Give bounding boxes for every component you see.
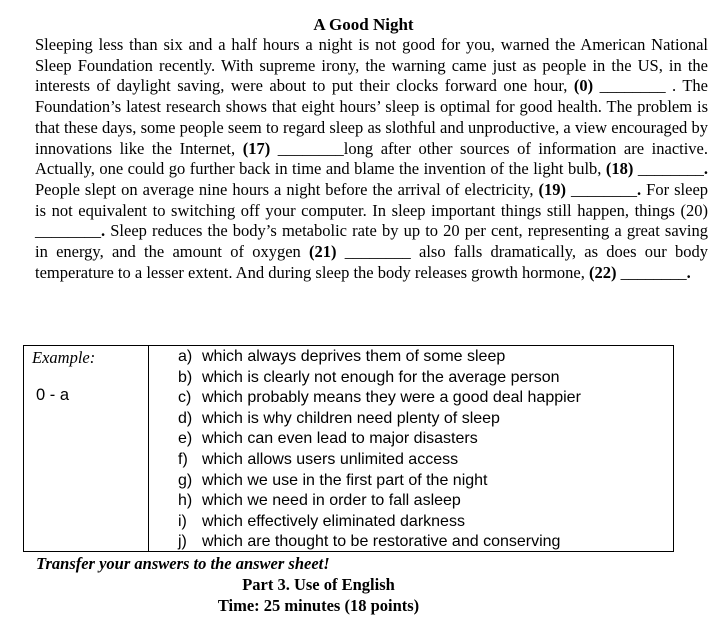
option-text: which allows users unlimited access bbox=[202, 450, 459, 468]
option-text: which can even lead to major disasters bbox=[202, 430, 478, 448]
gap-number: (19) bbox=[538, 179, 566, 199]
option-item bbox=[178, 409, 581, 430]
option-letter: g) bbox=[178, 471, 193, 489]
option-item bbox=[178, 491, 581, 512]
document-title: A Good Night bbox=[313, 15, 414, 34]
option-text: which is clearly not enough for the average person bbox=[202, 368, 560, 386]
passage-text: ________ bbox=[616, 262, 687, 282]
passage-text: Sleep reduces the body’s metabolic rate by up to 20 per cent, representing a great saving in energy, and the amount of oxygen bbox=[35, 221, 708, 262]
passage-text: ________ . The Foundation’s latest research shows that eight hours’ sleep is optimal for good health. The problem is that these days, some people seem to regard sleep as slothful and unproductive, a view encouraged by innovations like the Internet, bbox=[35, 76, 708, 158]
option-text: which we need in order to fall asleep bbox=[202, 492, 461, 510]
gap-number: (17) bbox=[242, 138, 271, 158]
option-text: which probably means they were a good deal happier bbox=[202, 389, 581, 407]
option-item bbox=[178, 388, 581, 409]
gap-number: (18) bbox=[605, 159, 634, 179]
option-item bbox=[178, 512, 581, 533]
option-item bbox=[178, 532, 581, 553]
passage-text: People slept on average nine hours a night before the arrival of electricity, bbox=[35, 179, 539, 199]
option-text: which effectively eliminated darkness bbox=[202, 512, 465, 530]
option-text: which we use in the first part of the night bbox=[202, 471, 488, 489]
option-item bbox=[178, 429, 581, 450]
gap-number: . bbox=[101, 221, 106, 241]
option-item bbox=[178, 347, 581, 368]
gap-number: . bbox=[686, 262, 691, 282]
gap-number: (22) bbox=[588, 262, 617, 282]
option-letter: c) bbox=[178, 389, 192, 407]
option-letter: j) bbox=[178, 533, 187, 551]
passage-text: ________ also falls dramatically, as does our body temperature to a lesser extent. And during sleep the body releases growth hormone, bbox=[35, 242, 708, 282]
option-letter: e) bbox=[178, 430, 193, 448]
options-box bbox=[23, 345, 674, 552]
passage-text: ________ bbox=[566, 179, 638, 199]
reading-passage bbox=[35, 35, 708, 283]
option-letter: b) bbox=[178, 368, 193, 386]
passage-text: ________ bbox=[633, 159, 704, 179]
option-letter: f) bbox=[178, 450, 188, 468]
option-item bbox=[178, 450, 581, 471]
passage-text: ________long after other sources of information are inactive. Actually, one could go further back in time and blame the invention of the light bulb, bbox=[35, 138, 709, 179]
gap-number: . bbox=[637, 179, 642, 199]
time-limit: Time: 25 minutes (18 points) bbox=[217, 596, 420, 615]
example-answer: 0 - a bbox=[36, 386, 70, 404]
gap-number: (21) bbox=[309, 242, 337, 262]
option-item bbox=[178, 471, 581, 492]
transfer-instruction: Transfer your answers to the answer sheet! bbox=[36, 554, 330, 573]
gap-number: (0) bbox=[573, 76, 594, 96]
option-letter: i) bbox=[178, 512, 187, 530]
column-divider bbox=[148, 346, 149, 551]
passage-text: Sleeping less than six and a half hours a night is not good for you, warned the American National Sleep Foundation recently. With supreme irony, the warning came just as people in the US, in the interests of daylight saving, were about to put their clocks forward one hour, bbox=[35, 35, 708, 96]
passage-text: For sleep is not equivalent to switching off your computer. In sleep important things still happen, things (20) ________ bbox=[35, 179, 709, 241]
example-label: Example: bbox=[32, 348, 96, 367]
option-text: which are thought to be restorative and conserving bbox=[202, 533, 561, 551]
option-text: which always deprives them of some sleep bbox=[202, 348, 506, 365]
options-list bbox=[178, 347, 581, 553]
option-item bbox=[178, 368, 581, 389]
part-heading: Part 3. Use of English bbox=[242, 575, 395, 594]
option-letter: a) bbox=[178, 348, 193, 365]
option-letter: d) bbox=[178, 409, 193, 427]
gap-number: . bbox=[703, 159, 708, 179]
option-text: which is why children need plenty of sleep bbox=[202, 409, 500, 427]
option-letter: h) bbox=[178, 492, 193, 510]
